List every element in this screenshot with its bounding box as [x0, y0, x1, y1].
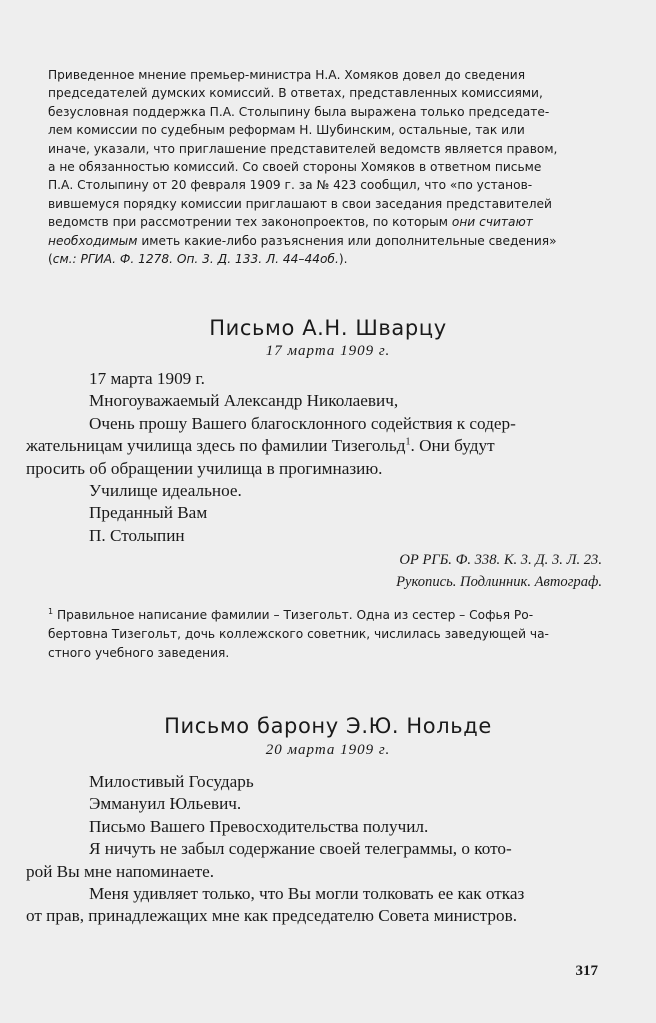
body-line: Я ничуть не забыл содержание своей телеграммы, о кото- [89, 839, 512, 859]
note-italic-text: они считают [451, 215, 533, 230]
archive-reference: (см.: РГИА. Ф. 1278. Оп. 3. Д. 133. Л. 44–44об.). [48, 252, 348, 267]
footnote-line: бертовна Тизегольт, дочь коллежского советник, числилась заведующей ча- [48, 627, 549, 641]
editorial-note [48, 66, 594, 268]
signature: П. Столыпин [89, 525, 185, 545]
body-line: от прав, принадлежащих мне как председателю Совета министров. [26, 906, 517, 926]
letter-date: 20 марта 1909 г. [265, 742, 391, 758]
note-italic-text: необходимым [48, 233, 138, 248]
body-line: Очень прошу Вашего благосклонного содействия к содер- [89, 413, 516, 433]
note-line: председателей думских комиссий. В ответах, представленных комиссиями, [48, 86, 543, 101]
note-line: иначе, указали, что приглашение представителей ведомств является правом, [48, 141, 558, 156]
letter-date: 17 марта 1909 г. [265, 343, 391, 359]
note-line: лем комиссии по судебным реформам Н. Шубинским, остальные, так или [48, 123, 525, 138]
letter-title: Письмо А.Н. Шварцу [209, 316, 447, 340]
footnote-number: 1 [48, 606, 54, 616]
note-text: ведомств при рассмотрении тех законопроектов, по которым [48, 215, 452, 230]
note-line [48, 232, 594, 250]
archive-reference-text: см.: РГИА. Ф. 1278. Оп. 3. Д. 133. Л. 44–44об. [52, 252, 339, 267]
footnote-line: стного учебного заведения. [48, 646, 230, 660]
note-line: а не обязанностью комиссий. Со своей стороны Хомяков в ответном письме [48, 160, 542, 175]
body-line: Училище идеальное. [89, 481, 242, 501]
letter-date-line: 17 марта 1909 г. [89, 369, 205, 388]
footnote [48, 606, 598, 663]
body-line: жательницам училища здесь по фамилии Тизегольд$^1$. Они будут [26, 436, 495, 456]
salutation: Многоуважаемый Александр Николаевич, [89, 391, 399, 411]
salutation: Милостивый Государь [89, 772, 254, 791]
body-line: просить об обращении училища в прогимназию. [26, 458, 383, 478]
salutation: Эммануил Юльевич. [89, 794, 242, 814]
source-archive: ОР РГБ. Ф. 338. К. 3. Д. 3. Л. 23. [399, 552, 602, 568]
closing: Преданный Вам [89, 503, 208, 523]
note-line [48, 213, 594, 231]
body-line: Письмо Вашего Превосходительства получил. [89, 816, 429, 836]
footnote-line: $^1$ Правильное написание фамилии – Тизегольт. Одна из сестер – Софья Ро- [48, 606, 534, 622]
note-line: безусловная поддержка П.А. Столыпину была выражена только председате- [48, 104, 550, 119]
note-line: Приведенное мнение премьер-министра Н.А. Хомяков довел до сведения [48, 68, 526, 82]
letter-title: Письмо барону Э.Ю. Нольде [164, 714, 492, 738]
note-line: вившемуся порядку комиссии приглашают в свои заседания представителей [48, 196, 552, 211]
source-reference [396, 549, 602, 593]
page-number: 317 [575, 963, 598, 979]
note-text: иметь какие-либо разъяснения или дополнительные сведения» [137, 233, 557, 248]
note-line: П.А. Столыпину от 20 февраля 1909 г. за № 423 сообщил, что «по установ- [48, 178, 533, 193]
source-type: Рукопись. Подлинник. Автограф. [396, 574, 602, 590]
body-line: рой Вы мне напоминаете. [26, 861, 215, 881]
footnote-marker: 1 [405, 436, 411, 448]
letter-body [26, 368, 598, 547]
body-line: Меня удивляет только, что Вы могли толковать ее как отказ [89, 884, 525, 904]
letter-body [26, 771, 598, 928]
